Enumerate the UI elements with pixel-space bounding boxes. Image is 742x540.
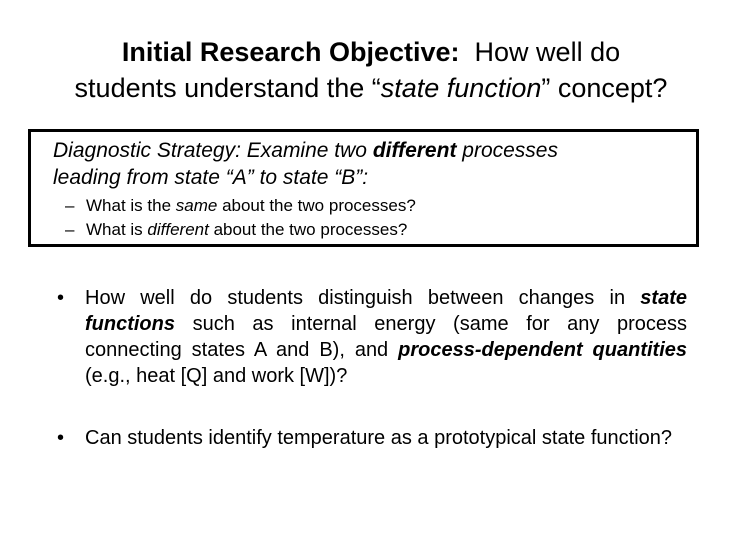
q1-part1: How well do students distinguish between changes in bbox=[85, 287, 641, 309]
title-emphasis: state function bbox=[380, 73, 542, 103]
diagnostic-strategy-box bbox=[28, 129, 699, 247]
strategy-question-different bbox=[65, 218, 416, 242]
question-pre: What is bbox=[86, 220, 148, 239]
bullet-dot-icon: • bbox=[57, 287, 65, 309]
bullet-temperature bbox=[57, 425, 675, 451]
slide-title bbox=[0, 34, 742, 106]
title-lead: Initial Research Objective: bbox=[121, 37, 460, 67]
strategy-line2: leading from state “A” to state “B”: bbox=[53, 166, 369, 189]
dash-marker: – bbox=[65, 196, 75, 215]
strategy-bold-word: different bbox=[372, 139, 457, 162]
question-post: about the two processes? bbox=[217, 196, 416, 215]
question-post: about the two processes? bbox=[208, 220, 408, 239]
title-line2-post: ” concept? bbox=[541, 73, 668, 103]
strategy-question-same bbox=[65, 194, 416, 218]
title-line2-pre: students understand the “ bbox=[74, 73, 381, 103]
q1-part2: such as internal energy (same for any process connecting states A and B), and bbox=[85, 313, 687, 361]
q1-term-state-functions: state functions bbox=[85, 287, 687, 335]
question-pre: What is the bbox=[86, 196, 176, 215]
q2-text: Can students identify temperature as a prototypical state function? bbox=[85, 427, 673, 449]
bullet-state-functions bbox=[57, 285, 687, 389]
bullet-dot-icon: • bbox=[57, 427, 65, 449]
title-line1-rest: How well do bbox=[474, 37, 621, 67]
question-emphasis: same bbox=[175, 196, 218, 215]
dash-marker: – bbox=[65, 220, 75, 239]
strategy-questions bbox=[65, 194, 416, 242]
q1-part3: (e.g., heat [Q] and work [W])? bbox=[85, 365, 348, 387]
q1-term-process-dependent: process-dependent quantities bbox=[398, 339, 687, 361]
strategy-part1: Diagnostic Strategy: Examine two bbox=[53, 139, 373, 162]
question-emphasis: different bbox=[147, 220, 209, 239]
strategy-text bbox=[53, 137, 683, 191]
research-questions bbox=[57, 285, 687, 451]
strategy-part2: processes bbox=[456, 139, 558, 162]
